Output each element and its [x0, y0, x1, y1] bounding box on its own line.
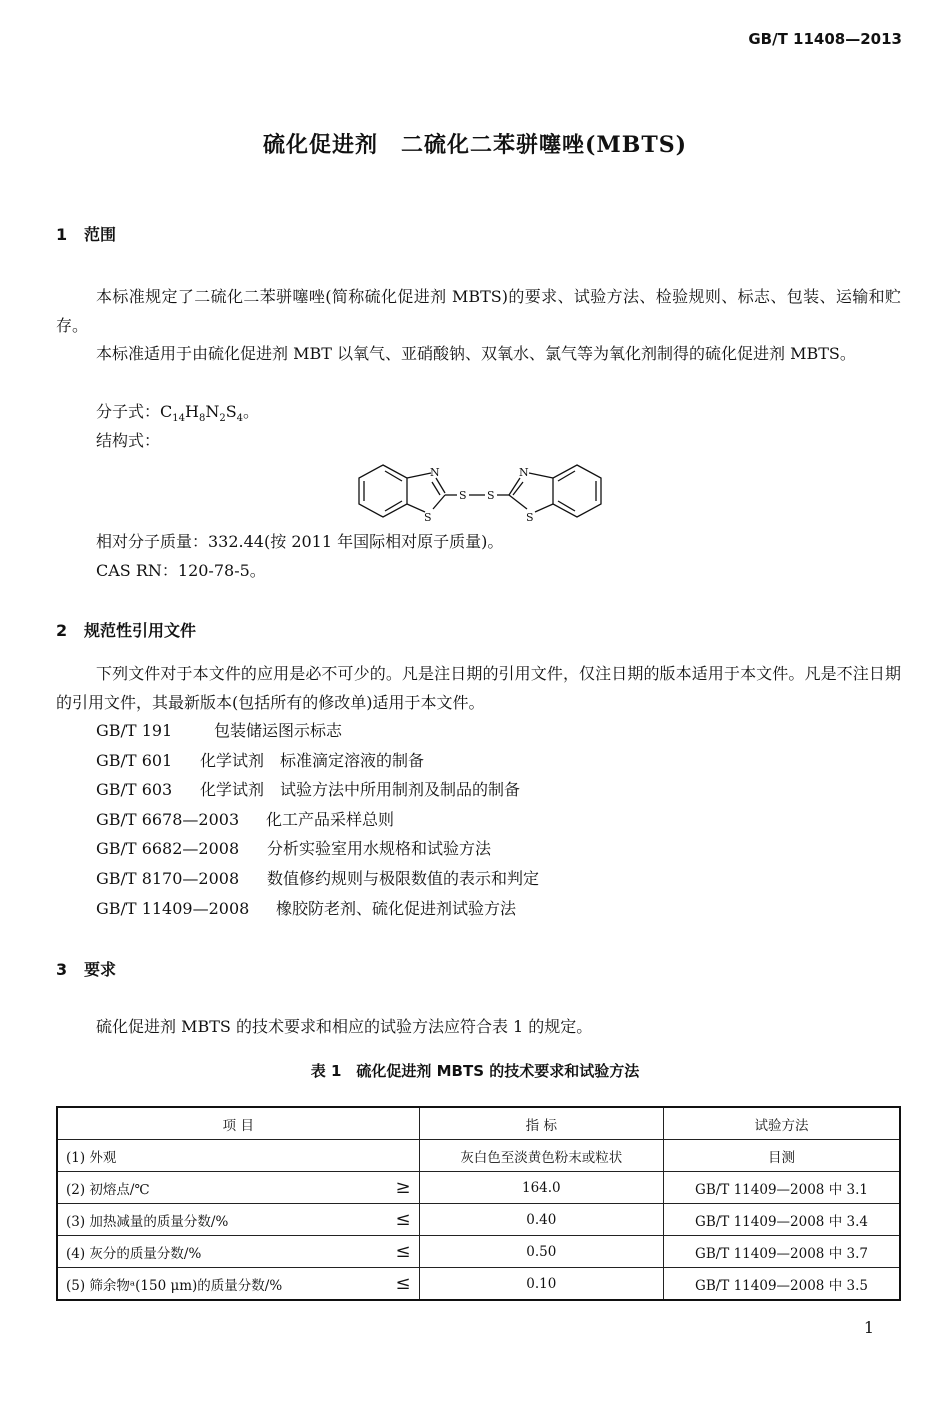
- atom-s-bridge-2: S: [487, 489, 495, 502]
- molecular-mass: 相对分子质量：332.44(按 2011 年国际相对原子质量)。: [96, 532, 504, 551]
- formula-n: N: [205, 402, 220, 421]
- row-operator: ≤: [381, 1236, 419, 1268]
- references-intro: 下列文件对于本文件的应用是必不可少的。凡是注日期的引用文件，仅注日期的版本适用于本文件。凡是不注日期的引用文件，其最新版本(包括所有的修改单)适用于本文件。: [56, 664, 901, 712]
- right-benzene-ring: [553, 465, 601, 517]
- left-thiazole-double-bond: [432, 482, 440, 495]
- row-value: 164.0: [419, 1172, 663, 1204]
- table-header-row: [57, 1107, 900, 1140]
- row-operator: ≤: [381, 1268, 419, 1301]
- reference-title: 包装储运图示标志: [214, 721, 343, 740]
- formula-s: S: [225, 402, 237, 421]
- left-thiazole-bond: [407, 504, 425, 512]
- atom-s-right-ring: S: [526, 511, 534, 524]
- page-number: 1: [863, 1318, 874, 1337]
- formula-c-count: 14: [172, 413, 185, 425]
- right-thiazole-bond: [535, 504, 553, 512]
- reference-list: [96, 716, 539, 923]
- reference-code: GB/T 601: [96, 750, 173, 770]
- reference-title: 分析实验室用水规格和试验方法: [267, 839, 492, 859]
- reference-item: [96, 746, 539, 776]
- reference-item: [96, 864, 539, 894]
- row-method: GB/T 11409—2008 中 3.7: [664, 1236, 900, 1268]
- section-1-title: 范围: [84, 225, 117, 244]
- reference-code: GB/T 6678—2003: [96, 809, 240, 829]
- atom-n-left: N: [430, 466, 440, 479]
- left-thiazole-bond: [407, 473, 431, 478]
- row-value: 灰白色至淡黄色粉末或粒状: [419, 1140, 663, 1172]
- section-1-heading: [56, 222, 116, 245]
- right-thiazole-bond: [529, 473, 553, 478]
- scope-paragraph-1: 本标准规定了二硫化二苯骈噻唑(简称硫化促进剂 MBTS)的要求、试验方法、检验规则、标志、包装、运输和贮存。: [56, 287, 901, 335]
- row-value: 0.40: [419, 1204, 663, 1236]
- reference-item: [96, 775, 539, 805]
- reference-code: GB/T 6682—2008: [96, 839, 240, 859]
- section-2-title: 规范性引用文件: [84, 621, 197, 640]
- section-2-number: 2: [56, 621, 68, 640]
- table-row: [57, 1268, 900, 1301]
- left-benzene-double-bond: [385, 471, 402, 481]
- reference-code: GB/T 11409—2008: [96, 898, 250, 918]
- standard-code: GB/T 11408—2013: [748, 30, 902, 48]
- row-method: 目测: [664, 1140, 900, 1172]
- reference-title: 化学试剂 标准滴定溶液的制备: [200, 750, 425, 770]
- right-thiazole-double-bond: [513, 482, 523, 495]
- row-item: (5) 筛余物ᵃ(150 μm)的质量分数/%: [57, 1268, 381, 1301]
- reference-code: GB/T 8170—2008: [96, 868, 240, 888]
- reference-item: [96, 834, 539, 864]
- formula-c: C: [160, 402, 173, 421]
- table-row: [57, 1140, 900, 1172]
- row-method: GB/T 11409—2008 中 3.5: [664, 1268, 900, 1301]
- cas-number: CAS RN：120-78-5。: [96, 561, 266, 580]
- right-benzene-double-bond: [558, 501, 575, 511]
- reference-item: [96, 805, 539, 835]
- reference-title: 化学试剂 试验方法中所用制剂及制品的制备: [200, 780, 521, 800]
- header-method: 试验方法: [664, 1107, 900, 1140]
- row-value: 0.50: [419, 1236, 663, 1268]
- reference-code: GB/T 603: [96, 780, 173, 800]
- header-spec: 指 标: [419, 1107, 663, 1140]
- row-item: (3) 加热减量的质量分数/%: [57, 1204, 381, 1236]
- row-operator: ≥: [381, 1172, 419, 1204]
- structure-label: 结构式：: [96, 431, 161, 450]
- formula-h-count: 8: [198, 413, 206, 425]
- section-1-number: 1: [56, 225, 68, 244]
- row-method: GB/T 11409—2008 中 3.4: [664, 1204, 900, 1236]
- atom-s-bridge-1: S: [459, 489, 467, 502]
- structure-diagram: [335, 455, 625, 530]
- header-item: 项 目: [57, 1107, 419, 1140]
- row-method: GB/T 11409—2008 中 3.1: [664, 1172, 900, 1204]
- right-thiazole-bond: [509, 495, 527, 509]
- reference-title: 化工产品采样总则: [266, 809, 395, 829]
- formula-h: H: [185, 402, 199, 421]
- table-caption: 表 1 硫化促进剂 MBTS 的技术要求和试验方法: [310, 1062, 640, 1080]
- left-thiazole-bond: [433, 495, 445, 509]
- spec-table: [56, 1106, 901, 1301]
- reference-code: GB/T 191: [96, 721, 173, 740]
- atom-n-right: N: [519, 466, 529, 479]
- atom-s-left-ring: S: [424, 511, 432, 524]
- row-operator: ≤: [381, 1204, 419, 1236]
- reference-item: [96, 894, 539, 924]
- left-benzene-double-bond: [385, 501, 402, 511]
- reference-title: 橡胶防老剂、硫化促进剂试验方法: [276, 898, 517, 918]
- scope-paragraph-2: 本标准适用于由硫化促进剂 MBT 以氧气、亚硝酸钠、双氧水、氯气等为氧化剂制得的硫化促进剂 MBTS。: [96, 344, 856, 363]
- section-3-title: 要求: [84, 960, 117, 979]
- formula-n-count: 2: [219, 413, 226, 425]
- section-3-heading: [56, 957, 116, 980]
- section-3-number: 3: [56, 960, 68, 979]
- left-benzene-ring: [359, 465, 407, 517]
- table-row: [57, 1236, 900, 1268]
- row-item: (1) 外观: [57, 1140, 419, 1172]
- table-row: [57, 1172, 900, 1204]
- table-row: [57, 1204, 900, 1236]
- formula-end: 。: [243, 402, 260, 421]
- row-item: (2) 初熔点/℃: [57, 1172, 381, 1204]
- requirements-intro: 硫化促进剂 MBTS 的技术要求和相应的试验方法应符合表 1 的规定。: [96, 1017, 593, 1036]
- reference-item: [96, 716, 539, 746]
- section-2-heading: [56, 618, 196, 641]
- formula-label: 分子式：: [96, 402, 161, 421]
- reference-title: 数值修约规则与极限数值的表示和判定: [267, 868, 540, 888]
- formula-s-count: 4: [236, 413, 244, 425]
- row-value: 0.10: [419, 1268, 663, 1301]
- page-title: 硫化促进剂 二硫化二苯骈噻唑(MBTS): [262, 132, 688, 158]
- row-item: (4) 灰分的质量分数/%: [57, 1236, 381, 1268]
- right-benzene-double-bond: [558, 471, 575, 481]
